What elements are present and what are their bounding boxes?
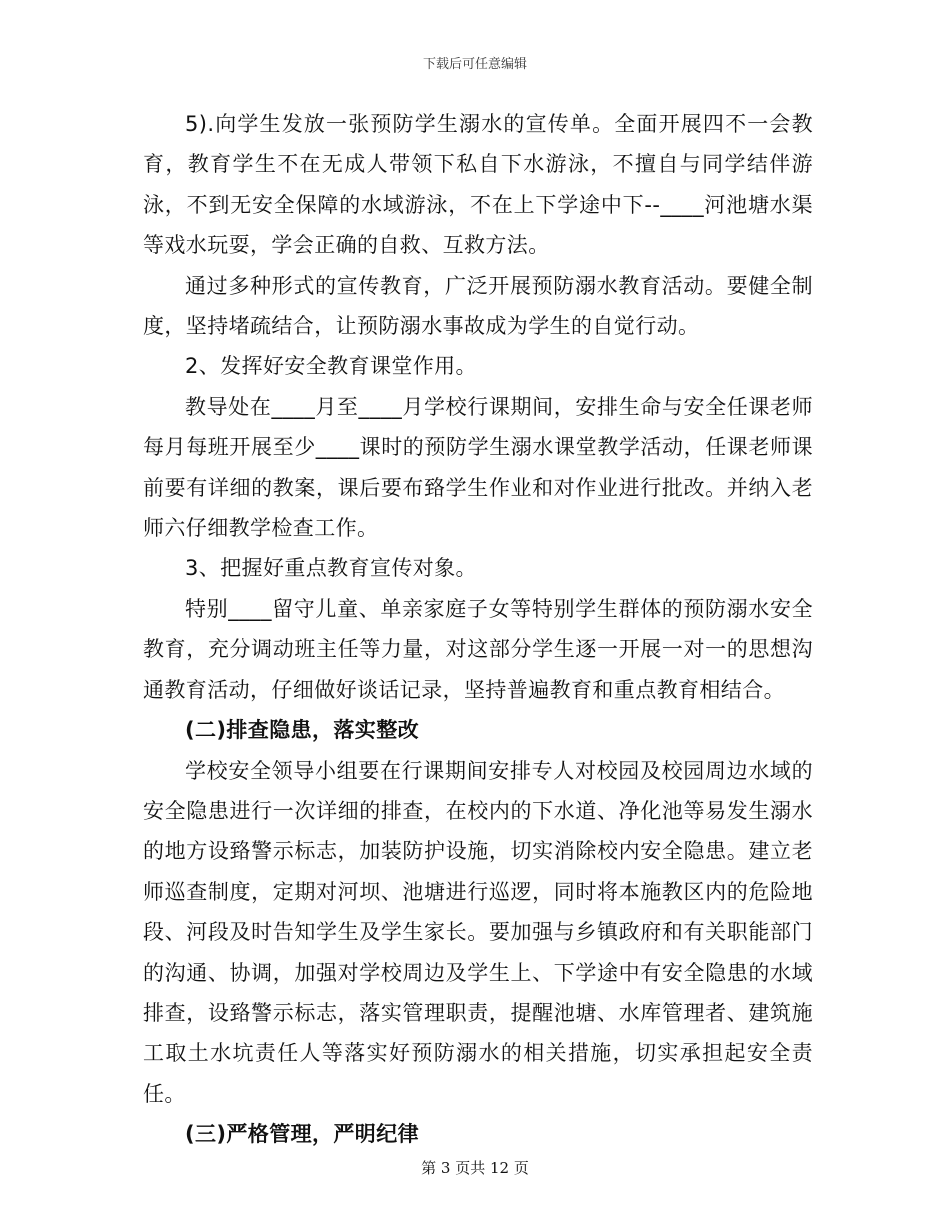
page-footer: 第 3 页共 12 页 [421, 1159, 529, 1177]
paragraph-hazards: 学校安全领导小组要在行课期间安排专人对校园及校园周边水域的安全隐患进行一次详细的排查，在校内的下水道、净化池等易发生溺水的地方设臵警示标志，加装防护设施，切实消除校内安全隐患。建立老师巡查制度，定期对河坝、池塘进行巡逻，同时将本施教区内的危险地段、河段及时告知学生及学生家长。要加强与乡镇政府和有关职能部门的沟通、协调，加强对学校周边及学生上、下学途中有安全隐患的水域排查，设臵警示标志，落实管理职责，提醒池塘、水库管理者、建筑施工取土水坑责任人等落实好预防溺水的相关措施，切实承担起安全责任。 [143, 758, 813, 1106]
document-body [143, 104, 813, 1155]
section-heading-discipline: (三)严格管理，严明纪律 [185, 1122, 419, 1147]
section-heading-classroom: 2、发挥好安全教育课堂作用。 [185, 354, 477, 379]
paragraph-classroom: 教导处在____月至____月学校行课期间，安排生命与安全任课老师每月每班开展至少____课时的预防学生溺水课堂教学活动，任课老师课前要有详细的教案，课后要布臵学生作业和对作业进行批改。并纳入老师六仔细教学检查工作。 [143, 394, 813, 541]
paragraph-key-targets: 特别____留守儿童、单亲家庭子女等特别学生群体的预防溺水安全教育，充分调动班主任等力量，对这部分学生逐一开展一对一的思想沟通教育活动，仔细做好谈话记录，坚持普遍教育和重点教育相结合。 [143, 596, 813, 702]
paragraph-handout: 5).向学生发放一张预防学生溺水的宣传单。全面开展四不一会教育，教育学生不在无成人带领下私自下水游泳，不擅自与同学结伴游泳，不到无安全保障的水域游泳，不在上下学途中下--____河池塘水渠等戏水玩耍，学会正确的自救、互救方法。 [143, 112, 813, 258]
paragraph-publicity: 通过多种形式的宣传教育，广泛开展预防溺水教育活动。要健全制度，坚持堵疏结合，让预防溺水事故成为学生的自觉行动。 [143, 273, 813, 339]
section-heading-key-targets: 3、把握好重点教育宣传对象。 [185, 556, 477, 581]
section-heading-hazards: (二)排查隐患，落实整改 [185, 718, 419, 743]
page-header: 下载后可任意编辑 [422, 57, 527, 72]
